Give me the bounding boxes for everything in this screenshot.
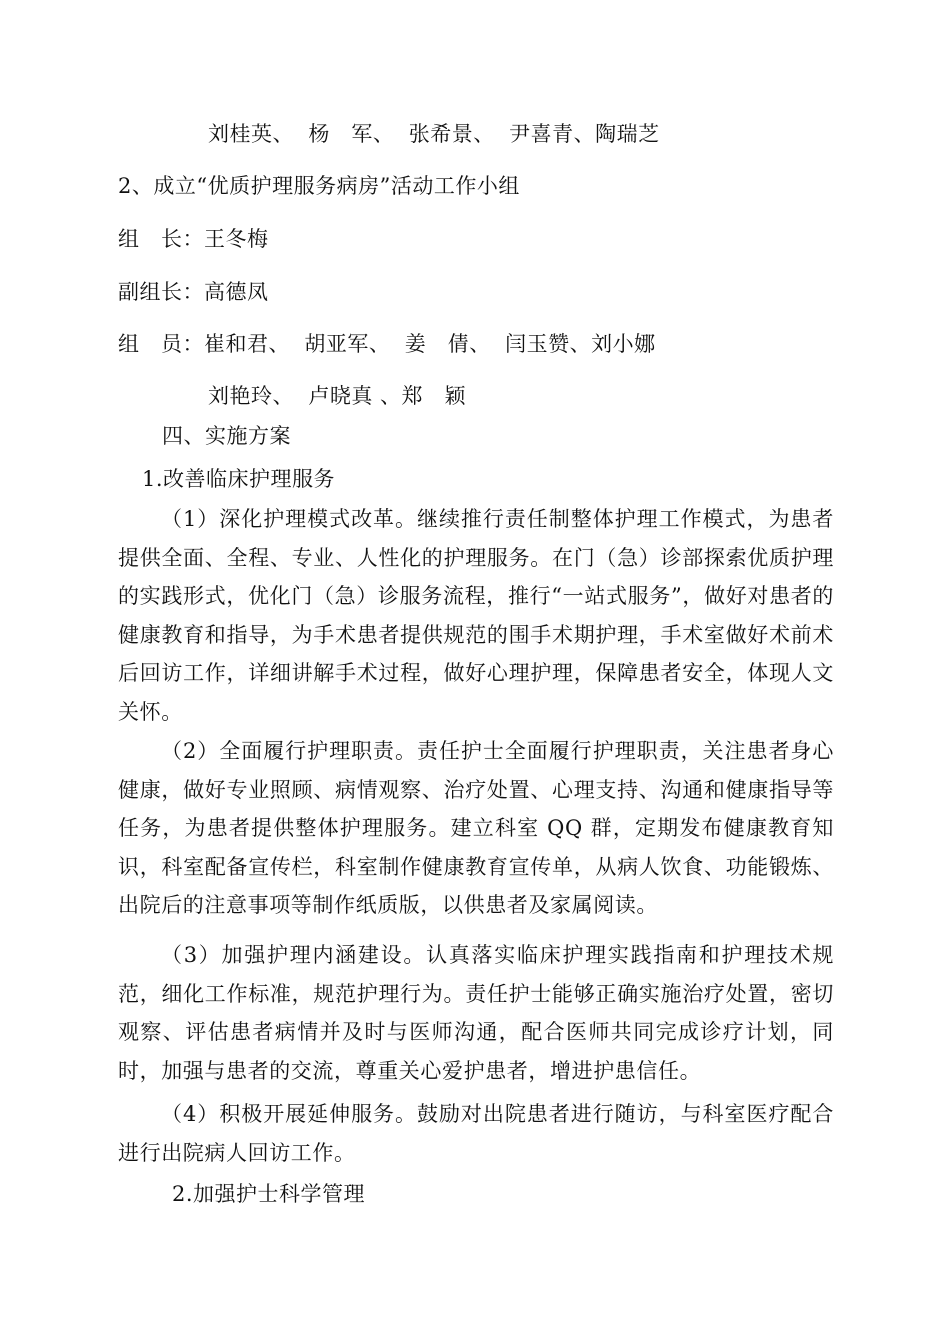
section-heading: 四、实施方案 xyxy=(162,424,291,448)
subsection-1-title: 1.改善临床护理服务 xyxy=(142,467,336,491)
paragraph-4: （4）积极开展延伸服务。鼓励对出院患者进行随访，与科室医疗配合进行出院病人回访工作。 xyxy=(118,1102,834,1165)
item2-title: 2、成立“优质护理服务病房”活动工作小组 xyxy=(118,174,520,198)
group-members-continuation: 刘艳玲、 卢晓真 、郑 颖 xyxy=(208,384,467,408)
group-members-line: 组 员：崔和君、 胡亚军、 姜 倩、 闫玉赞、刘小娜 xyxy=(118,332,656,356)
members-continuation-line: 刘桂英、 杨 军、 张希景、 尹喜青、陶瑞芝 xyxy=(208,122,660,146)
paragraph-1: （1）深化护理模式改革。继续推行责任制整体护理工作模式，为患者提供全面、全程、专业、人性化的护理服务。在门（急）诊部探索优质护理的实践形式，优化门（急）诊服务流程，推行“一站式服务”，做好对患者的健康教育和指导，为手术患者提供规范的围手术期护理，手术室做好术前术后回访工作，详细讲解手术过程，做好心理护理，保障患者安全，体现人文关怀。 xyxy=(118,507,834,724)
paragraph-2: （2）全面履行护理职责。责任护士全面履行护理职责，关注患者身心健康，做好专业照顾、病情观察、治疗处置、心理支持、沟通和健康指导等任务，为患者提供整体护理服务。建立科室 QQ 群，定期发布健康教育知识，科室配备宣传栏，科室制作健康教育宣传单，从病人饮食、功能锻炼、出院后的注意事项等制作纸质版，以供患者及家属阅读。 xyxy=(118,739,834,918)
subsection-2-title: 2.加强护士科学管理 xyxy=(172,1182,366,1206)
group-leader-line: 组 长：王冬梅 xyxy=(118,227,269,251)
vice-leader-line: 副组长：高德凤 xyxy=(118,280,269,304)
paragraph-3: （3）加强护理内涵建设。认真落实临床护理实践指南和护理技术规范，细化工作标准，规范护理行为。责任护士能够正确实施治疗处置，密切观察、评估患者病情并及时与医师沟通，配合医师共同完成诊疗计划，同时，加强与患者的交流，尊重关心爱护患者，增进护患信任。 xyxy=(118,943,834,1083)
